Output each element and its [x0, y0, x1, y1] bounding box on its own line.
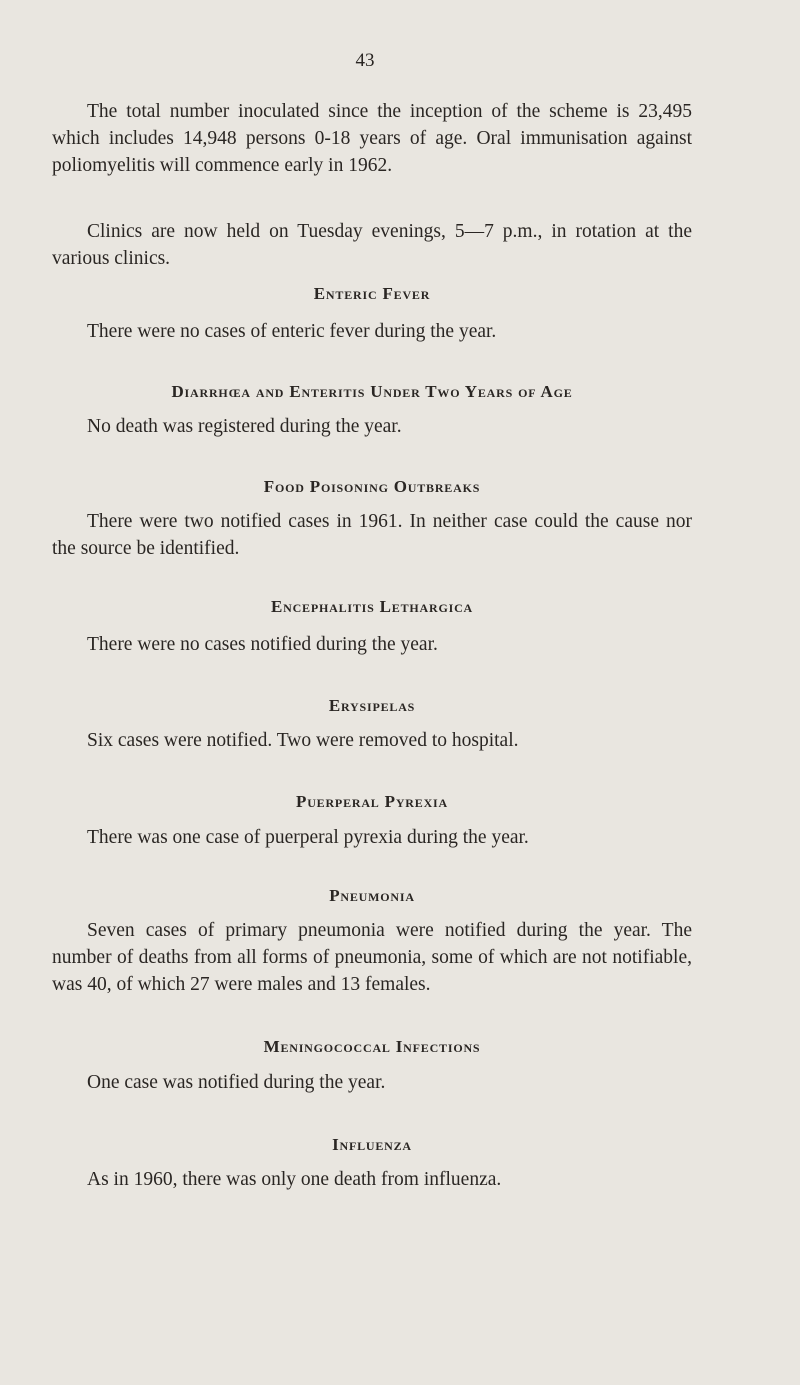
intro-paragraph-clinics: Clinics are now held on Tuesday evenings, 5—7 p.m., in rotation at the various clinics.	[52, 221, 692, 269]
heading-erysipelas: Erysipelas	[328, 696, 416, 715]
heading-puerperal-pyrexia: Puerperal Pyrexia	[296, 792, 448, 811]
body-meningococcal-infections: One case was notified during the year.	[87, 1072, 386, 1093]
heading-enteric-fever: Enteric Fever	[313, 284, 431, 303]
body-erysipelas: Six cases were notified. Two were removed to hospital.	[87, 730, 519, 751]
body-encephalitis-lethargica: There were no cases notified during the year.	[87, 634, 438, 655]
body-diarrhoea-enteritis: No death was registered during the year.	[87, 416, 402, 437]
heading-encephalitis-lethargica: Encephalitis Lethargica	[270, 597, 474, 616]
page-number: 43	[355, 50, 375, 71]
body-puerperal-pyrexia: There was one case of puerperal pyrexia during the year.	[87, 827, 529, 848]
heading-meningococcal-infections: Meningococcal Infections	[263, 1037, 481, 1056]
body-enteric-fever: There were no cases of enteric fever during the year.	[87, 321, 497, 342]
body-influenza: As in 1960, there was only one death from influenza.	[87, 1169, 502, 1190]
intro-paragraph-inoculation: The total number inoculated since the inception of the scheme is 23,495 which includes 14,948 persons 0-18 years of age. Oral immunisation against poliomyelitis will commence early in 1962.	[52, 101, 692, 176]
body-food-poisoning: There were two notified cases in 1961. In neither case could the cause nor the source be identified.	[52, 511, 692, 559]
heading-food-poisoning: Food Poisoning Outbreaks	[263, 477, 481, 496]
body-pneumonia: Seven cases of primary pneumonia were notified during the year. The number of deaths from all forms of pneumonia, some of which are not notifiable, was 40, of which 27 were males and 13 females.	[52, 920, 692, 995]
heading-diarrhoea-enteritis: Diarrhœa and Enteritis Under Two Years of Age	[171, 382, 573, 401]
heading-influenza: Influenza	[332, 1135, 412, 1154]
heading-pneumonia: Pneumonia	[329, 886, 415, 905]
